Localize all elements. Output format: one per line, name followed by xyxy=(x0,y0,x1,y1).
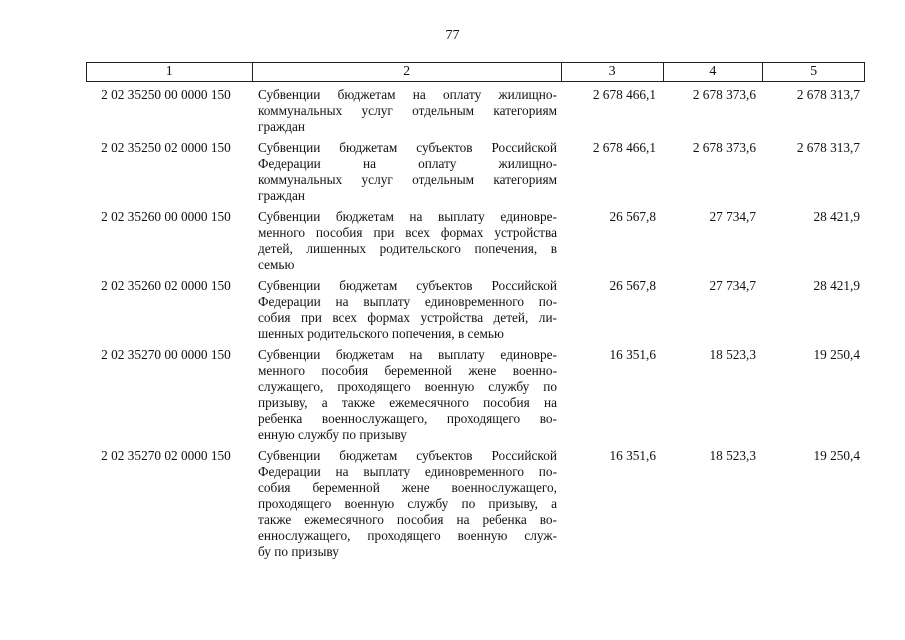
description-line: Субвенции бюджетам на оплату жилищно- xyxy=(258,87,557,102)
row-description xyxy=(252,209,562,273)
amount-col-3: 26 567,8 xyxy=(609,278,656,293)
amount-col-3: 2 678 466,1 xyxy=(592,87,656,102)
description-line: Субвенции бюджетам субъектов Российской xyxy=(258,140,557,155)
table-row xyxy=(86,448,865,560)
header-col-3: 3 xyxy=(562,63,664,81)
row-description xyxy=(252,87,562,135)
description-line: Федерации на выплату единовременного по- xyxy=(258,464,557,479)
description-line: семью xyxy=(258,257,295,272)
header-col-1: 1 xyxy=(87,63,253,81)
description-line: граждан xyxy=(258,188,305,203)
amount-col-5: 2 678 313,7 xyxy=(796,140,860,155)
row-description xyxy=(252,278,562,342)
row-description xyxy=(252,140,562,204)
table-header xyxy=(86,62,865,82)
table-row xyxy=(86,278,865,342)
budget-code: 2 02 35270 00 0000 150 xyxy=(101,347,231,362)
description-line: еннослужащего, проходящего военную служ- xyxy=(258,528,557,543)
page-number: 77 xyxy=(445,28,460,43)
description-line: собия при всех формах устройства детей, ли- xyxy=(258,310,557,325)
description-line: енную службу по призыву xyxy=(258,427,407,442)
amount-col-4: 18 523,3 xyxy=(709,448,756,463)
header-col-4: 4 xyxy=(664,63,764,81)
description-line: коммунальных услуг отдельным категориям xyxy=(258,172,557,187)
budget-code: 2 02 35260 02 0000 150 xyxy=(101,278,231,293)
budget-code: 2 02 35250 02 0000 150 xyxy=(101,140,231,155)
row-description xyxy=(252,448,562,560)
header-col-5: 5 xyxy=(810,64,818,79)
budget-code: 2 02 35270 02 0000 150 xyxy=(101,448,231,463)
description-line: шенных родительского попечения, в семью xyxy=(258,326,504,341)
description-line: менного пособия при всех формах устройства xyxy=(258,225,557,240)
description-line: собия беременной жене военнослужащего, xyxy=(258,480,557,495)
amount-col-4: 2 678 373,6 xyxy=(692,140,756,155)
header-col-2: 2 xyxy=(253,63,562,81)
amount-col-4: 18 523,3 xyxy=(709,347,756,362)
amount-col-3: 16 351,6 xyxy=(609,448,656,463)
description-line: проходящего военную службу по призыву, а xyxy=(258,496,557,511)
row-description xyxy=(252,347,562,443)
amount-col-5: 19 250,4 xyxy=(813,347,860,362)
description-line: ребенка военнослужащего, проходящего во- xyxy=(258,411,557,426)
budget-code: 2 02 35250 00 0000 150 xyxy=(101,87,231,102)
description-line: Федерации на оплату жилищно- xyxy=(258,156,557,171)
description-line: Субвенции бюджетам на выплату единовре- xyxy=(258,347,557,362)
table-row xyxy=(86,140,865,204)
table-row xyxy=(86,87,865,135)
description-line: Субвенции бюджетам на выплату единовре- xyxy=(258,209,557,224)
table-body xyxy=(86,87,865,565)
table-row xyxy=(86,347,865,443)
description-line: служащего, проходящего военную службу по xyxy=(258,379,557,394)
amount-col-5: 28 421,9 xyxy=(813,209,860,224)
description-line: коммунальных услуг отдельным категориям xyxy=(258,103,557,118)
description-line: детей, лишенных родительского попечения, в xyxy=(258,241,557,256)
amount-col-5: 2 678 313,7 xyxy=(796,87,860,102)
description-line: призыву, а также ежемесячного пособия на xyxy=(258,395,557,410)
description-line: также ежемесячного пособия на ребенка во- xyxy=(258,512,557,527)
amount-col-5: 19 250,4 xyxy=(813,448,860,463)
description-line: менного пособия беременной жене военно- xyxy=(258,363,557,378)
budget-code: 2 02 35260 00 0000 150 xyxy=(101,209,231,224)
amount-col-4: 27 734,7 xyxy=(709,209,756,224)
amount-col-5: 28 421,9 xyxy=(813,278,860,293)
amount-col-4: 27 734,7 xyxy=(709,278,756,293)
table-row xyxy=(86,209,865,273)
amount-col-4: 2 678 373,6 xyxy=(692,87,756,102)
description-line: граждан xyxy=(258,119,305,134)
description-line: Субвенции бюджетам субъектов Российской xyxy=(258,448,557,463)
description-line: Субвенции бюджетам субъектов Российской xyxy=(258,278,557,293)
amount-col-3: 26 567,8 xyxy=(609,209,656,224)
amount-col-3: 2 678 466,1 xyxy=(592,140,656,155)
description-line: Федерации на выплату единовременного по- xyxy=(258,294,557,309)
amount-col-3: 16 351,6 xyxy=(609,347,656,362)
description-line: бу по призыву xyxy=(258,544,339,559)
